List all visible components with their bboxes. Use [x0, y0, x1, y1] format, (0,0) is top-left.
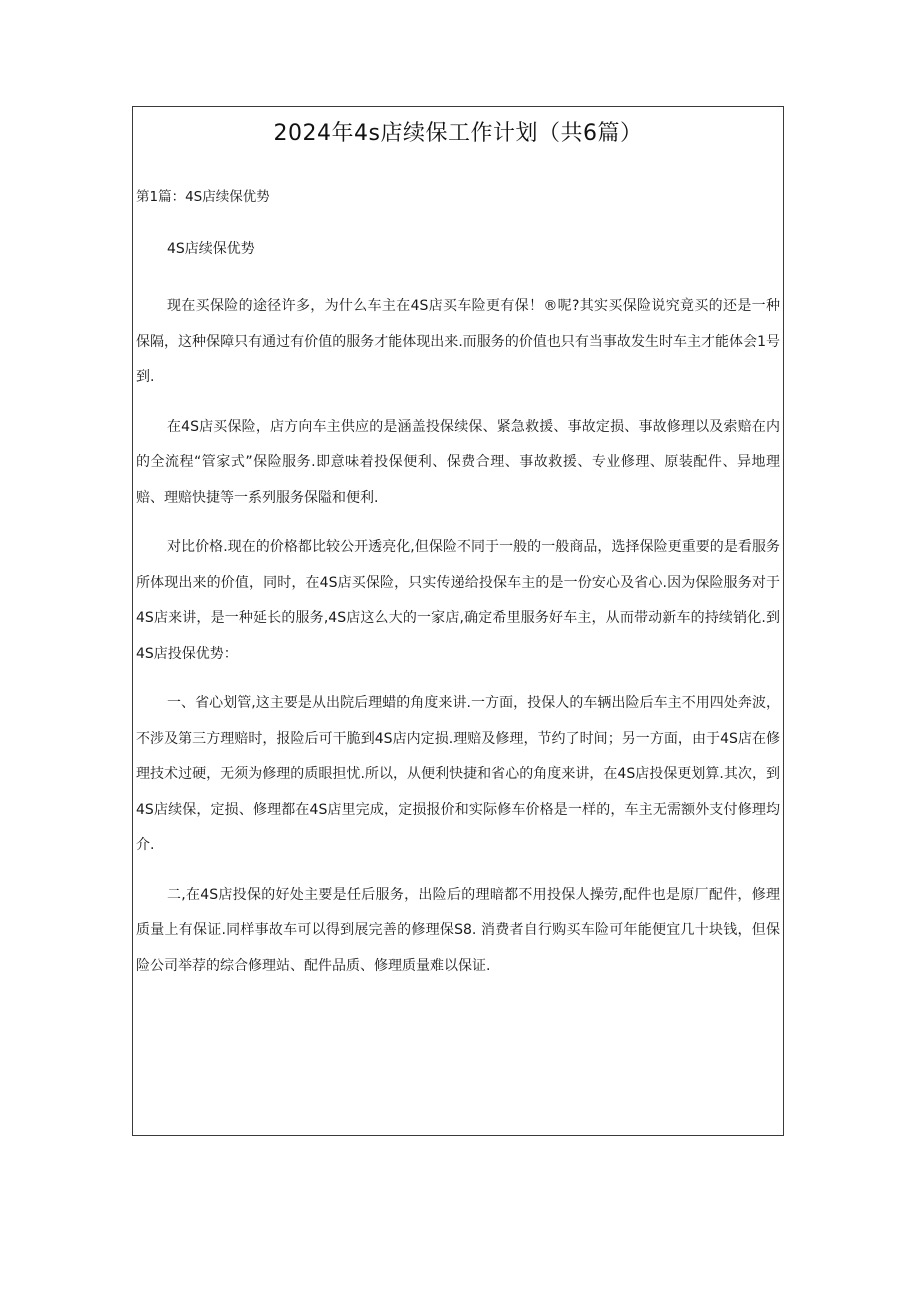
paragraph-4: 一、省心划管,这主要是从出院后理蜡的角度来讲.一方面，投保人的车辆出险后车主不用四处奔波，不涉及第三方理赔时，报险后可干脆到4S店内定损.理赔及修理，节约了时间；另一方面，由于4S店在修理技术过硬，无须为修理的质眼担忧.所以，从便利快捷和省心的角度来讲，在4S店投保更划算.其次，到4S店续保，定损、修理都在4S店里完成，定损报价和实际修车价格是一样的，车主无需额外支付修理均介. [136, 695, 780, 853]
document-body [136, 187, 780, 998]
paragraph-2: 在4S店买保险，店方向车主供应的是涵盖投保续保、紧急救援、事故定损、事故修理以及索赔在内的全流程“管家式”保险服务.即意味着投保便利、保费合理、事故救援、专业修理、原装配件、异地理赔、理赔快捷等一系列服务保隘和便利. [136, 418, 780, 506]
paragraph-1: 现在买保险的途径许多，为什么车主在4S店买车险更有保！®呢?其实买保险说究竟买的还是一种保隔，这种保障只有通过有价值的服务才能体现出来.而服务的价值也只有当事故发生时车主才能体会1号到. [136, 298, 780, 385]
paragraph-3: 对比价格.现在的价格都比较公开透亮化,但保险不同于一般的一般商品，选择保险更重要的是看服务所体现出来的价值，同时，在4S店买保险，只实传递给投保车主的是一份安心及省心.因为保险服务对于4S店来讲，是一种延长的服务,4S店这么大的一家店,确定希里服务好车主，从而带动新车的持续销化.到4S店投保优势： [136, 539, 780, 662]
document-title: 2024年4s店续保工作计划（共6篇） [273, 121, 643, 146]
paragraph-5: 二,在4S店投保的好处主要是任后服务，出险后的理暗都不用投保人操劳,配件也是原厂配件，修理质量上有保证.同样事故车可以得到展完善的修理保S8. 消费者自行购买车险可年能便宜几十块钱，但保险公司举荐的综合修理站、配件品质、修理质量难以保证. [136, 886, 780, 974]
section-heading: 第1篇：4S店续保优势 [136, 189, 270, 205]
document-frame [132, 106, 784, 1136]
subheading: 4S店续保优势 [167, 241, 255, 257]
